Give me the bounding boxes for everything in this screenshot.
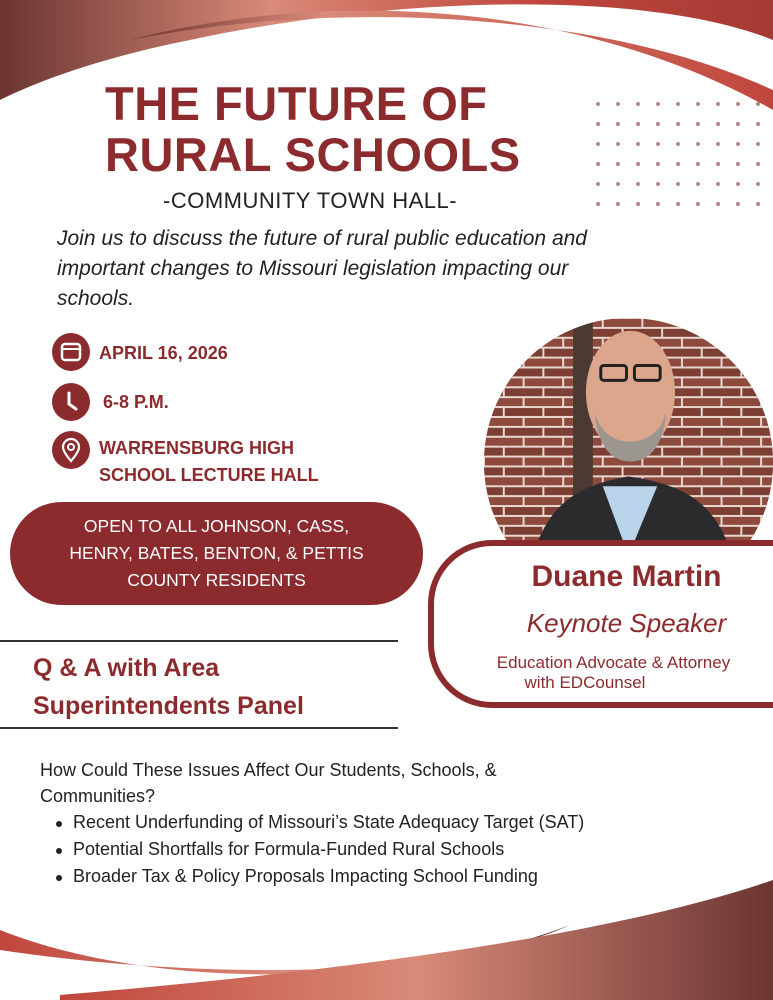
decorative-dot (716, 162, 720, 166)
decorative-dot (716, 182, 720, 186)
intro-line: schools. (57, 287, 135, 310)
clock-icon (52, 383, 90, 421)
audience-line: COUNTY RESIDENTS (127, 570, 306, 590)
subtitle: -COMMUNITY TOWN HALL- (163, 188, 458, 213)
decorative-dot (636, 102, 640, 106)
map-pin-icon (52, 431, 90, 469)
decorative-dot (676, 162, 680, 166)
audience-line: OPEN TO ALL JOHNSON, CASS, (83, 516, 350, 536)
decorative-dot (656, 182, 660, 186)
decorative-dot (696, 202, 700, 206)
decorative-dot (756, 122, 760, 126)
intro-line: important changes to Missouri legislation impacting our (57, 257, 569, 280)
decorative-dot (736, 202, 740, 206)
panel-title-line-2: Superintendents Panel (33, 692, 304, 720)
decorative-dot (736, 162, 740, 166)
decorative-dot (596, 122, 600, 126)
decorative-dot (616, 142, 620, 146)
decorative-dot (716, 142, 720, 146)
divider (0, 640, 398, 642)
calendar-icon (52, 333, 90, 371)
speaker-name: Duane Martin (531, 560, 722, 593)
decorative-dot (596, 162, 600, 166)
decorative-dot (616, 102, 620, 106)
decorative-dot (616, 162, 620, 166)
decorative-dot (736, 182, 740, 186)
issue-text: Potential Shortfalls for Formula-Funded Rural Schools (73, 839, 505, 859)
decorative-dot (656, 142, 660, 146)
issue-list-item (56, 839, 504, 860)
decorative-dot (736, 122, 740, 126)
decorative-dot (696, 162, 700, 166)
decorative-dot (676, 182, 680, 186)
decorative-dot (756, 102, 760, 106)
decorative-dot (636, 182, 640, 186)
decorative-dot (616, 202, 620, 206)
event-location-line-1: WARRENSBURG HIGH (99, 438, 295, 458)
speaker-bio-line-1: Education Advocate & Attorney (496, 653, 731, 672)
decorative-dot (716, 202, 720, 206)
decorative-dot (616, 122, 620, 126)
decorative-dot (676, 122, 680, 126)
decorative-dot (636, 162, 640, 166)
decorative-dot (596, 182, 600, 186)
decorative-dot (736, 102, 740, 106)
event-date: APRIL 16, 2026 (99, 343, 228, 363)
decorative-dot (756, 162, 760, 166)
question-lead-line-1: How Could These Issues Affect Our Students, Schools, & (40, 760, 497, 780)
question-lead-line-2: Communities? (40, 786, 156, 806)
audience-banner (10, 502, 423, 605)
event-time: 6-8 P.M. (103, 392, 169, 412)
issue-list-item (56, 812, 584, 833)
decorative-dot (756, 202, 760, 206)
decorative-dot (756, 182, 760, 186)
decorative-dot (696, 122, 700, 126)
decorative-dot (696, 102, 700, 106)
decorative-dot (676, 142, 680, 146)
issue-text: Broader Tax & Policy Proposals Impacting School Funding (73, 866, 538, 886)
intro-line: Join us to discuss the future of rural public education and (57, 227, 587, 250)
decorative-dot (656, 162, 660, 166)
decorative-dot (636, 202, 640, 206)
decorative-dot (736, 142, 740, 146)
audience-line: HENRY, BATES, BENTON, & PETTIS (69, 543, 364, 563)
decorative-dot (676, 102, 680, 106)
event-location-line-2: SCHOOL LECTURE HALL (99, 465, 319, 485)
divider (0, 727, 398, 729)
speaker-role: Keynote Speaker (526, 608, 727, 638)
decorative-dot (716, 102, 720, 106)
decorative-dot (596, 102, 600, 106)
decorative-dot (716, 122, 720, 126)
decorative-dot (656, 102, 660, 106)
speaker-bio-line-2: with EDCounsel (524, 673, 646, 692)
decorative-dot (696, 182, 700, 186)
issue-list-item (56, 866, 538, 887)
decorative-dot (596, 142, 600, 146)
decorative-dot (636, 142, 640, 146)
decorative-dot (676, 202, 680, 206)
decorative-dot (756, 142, 760, 146)
decorative-dot (596, 202, 600, 206)
issue-text: Recent Underfunding of Missouri’s State Adequacy Target (SAT) (73, 812, 585, 832)
title-line-1: THE FUTURE OF (105, 77, 488, 130)
title-line-2: RURAL SCHOOLS (105, 128, 521, 181)
bottom-swoosh-decoration (0, 880, 773, 1000)
decorative-dot (636, 122, 640, 126)
decorative-dot (696, 142, 700, 146)
decorative-dot (656, 202, 660, 206)
decorative-dot (616, 182, 620, 186)
panel-title-line-1: Q & A with Area (33, 654, 220, 682)
decorative-dot (656, 122, 660, 126)
